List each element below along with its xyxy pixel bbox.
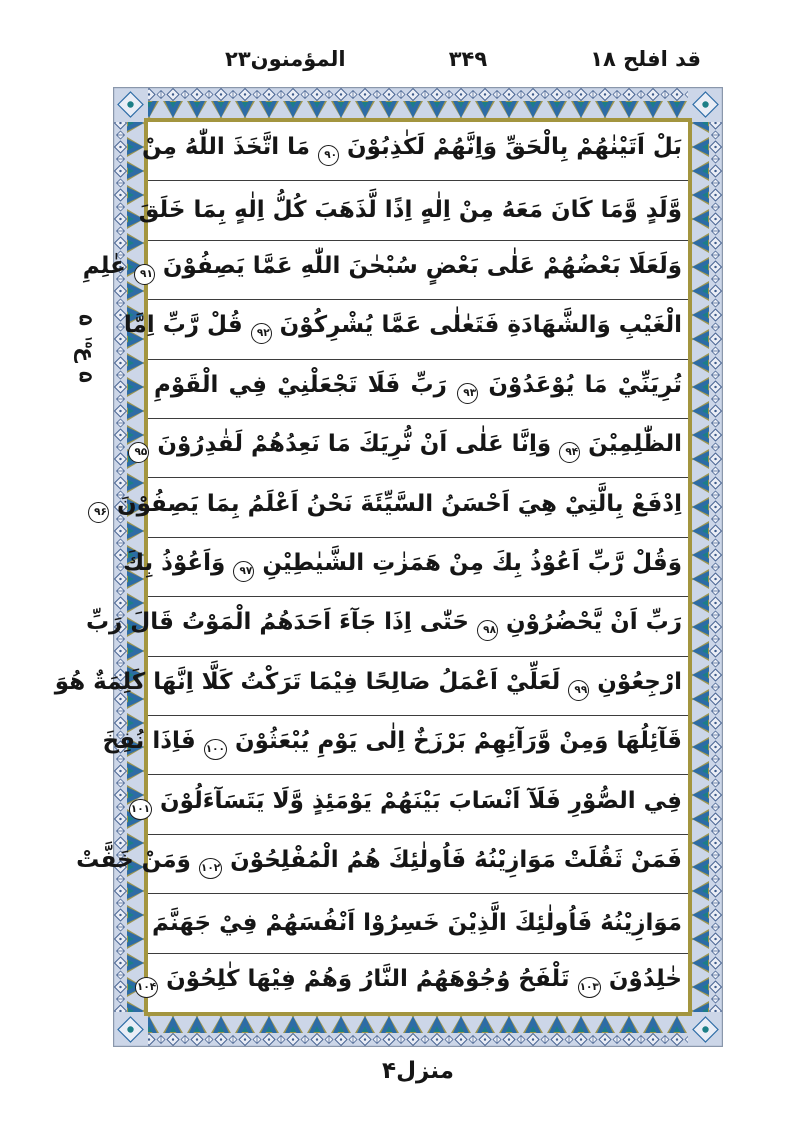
mushaf-line-2 [138,181,688,240]
ayah-number-badge: ۹۹ [568,680,589,701]
line-text [136,965,682,998]
ayah-number-badge: ۱۰۰ [204,739,227,760]
ayah-number-badge: ۱۰۴ [135,977,158,998]
verse-text: قَآئِلُهَا وَمِنْ وَّرَآئِهِمْ بَرْزَخٌ اِلٰى يَوْمِ يُبْعَثُوْنَ [234,728,682,755]
verse-text: حَتّٰى اِذَا جَآءَ اَحَدَهُمُ الْمَوْتُ قَالَ رَبِّ [85,609,469,636]
verse-text: بَلْ اَتَيْنٰهُمْ بِالْحَقِّ وَاِنَّهُمْ لَكٰذِبُوْنَ [347,134,682,161]
line-text [138,197,682,224]
verse-text: وَّلَدٍ وَّمَا كَانَ مَعَهُ مِنْ اِلٰهٍ اِذًا لَّذَهَبَ كُلُّ اِلٰهٍ بِمَا خَلَقَ [138,197,682,224]
line-text [141,134,682,166]
verse-text: قُلْ رَّبِّ اِمَّا [123,312,243,339]
verse-text: الْغَيْبِ وَالشَّهَادَةِ فَتَعٰلٰى عَمَّا يُشْرِكُوْنَ [279,312,682,339]
ruku-marker [54,300,118,396]
corner-rosette-bottom-left [113,1012,148,1047]
mushaf-line-13 [76,835,688,894]
ayah-number-badge: ۹۳ [457,383,478,404]
verse-text: رَبِّ فَلَا تَجْعَلْنِيْ فِي الْقَوْمِ [154,371,447,398]
ruku-top-count: ۵ [75,370,97,383]
ayah-number-badge: ۱۰۳ [578,977,601,998]
verse-text: ارْجِعُوْنِ [597,668,682,695]
verse-text: وَاِنَّا عَلٰى اَنْ نُّرِيَكَ مَا نَعِدُهُمْ لَقٰدِرُوْنَ [157,431,552,458]
ruku-inner-count: ۱۵ [82,335,94,348]
ruku-marker-rotated-text [74,314,99,382]
corner-rosette-bottom-right [688,1012,723,1047]
mushaf-line-15 [136,954,688,1012]
line-text [130,787,682,820]
page-header [113,36,723,82]
border-strip-top [113,87,723,122]
line-text [82,253,682,285]
surah-label: المؤمنون۲۳ [225,47,346,71]
verse-text: تَلْفَحُ وُجُوْهَهُمُ النَّارُ وَهُمْ فِيْهَا كٰلِحُوْنَ [166,965,570,992]
verse-text: فَاِذَا نُفِخَ [102,728,196,755]
ayah-number-badge: ۹۱ [134,264,155,285]
line-text [134,431,682,463]
verse-text: تُرِيَنِّيْ مَا يُوْعَدُوْنَ [488,371,682,398]
mushaf-line-6 [134,419,688,478]
verse-text: مَا اتَّخَذَ اللّٰهُ مِنْ [141,134,311,161]
corner-rosette-top-right [688,87,723,122]
verse-text: فِي الصُّوْرِ فَلَآ اَنْسَابَ بَيْنَهُمْ يَوْمَئِذٍ وَّلَا يَتَسَآءَلُوْنَ [160,787,682,814]
line-text [123,550,682,582]
ayah-number-badge: ۱۰۲ [199,858,222,879]
verse-text: فَمَنْ ثَقُلَتْ مَوَازِيْنُهُ فَاُولٰئِكَ هُمُ الْمُفْلِحُوْنَ [230,847,682,874]
verse-text: وَمَنْ خَفَّتْ [76,847,191,874]
ayah-number-badge: ۹۷ [233,561,254,582]
mushaf-line-10 [54,657,688,716]
manzil-label: منزل۴ [382,1058,454,1084]
border-strip-right [688,87,723,1047]
ayah-number-badge: ۹۴ [559,442,580,463]
line-text [94,490,682,523]
line-text [76,847,682,879]
line-text [85,609,682,641]
juz-label: قد افلح ۱۸ [590,47,701,71]
border-strip-bottom [113,1012,723,1047]
ayah-number-badge: ۹۰ [318,145,339,166]
line-text [54,668,682,701]
page-footer [113,1058,723,1084]
verse-text: وَاَعُوْذُ بِكَ [123,550,226,577]
ayah-number-badge: ۹۵ [128,442,149,463]
line-text [123,312,682,344]
mushaf-line-8 [123,538,688,597]
mushaf-line-1 [141,122,688,181]
verse-text: خٰلِدُوْنَ [608,965,682,992]
verse-text: رَبِّ اَنْ يَّحْضُرُوْنِ [506,609,682,636]
verse-text: الظّٰلِمِيْنَ [588,431,682,458]
corner-rosette-top-left [113,87,148,122]
mushaf-line-9 [85,597,688,656]
mushaf-line-5 [148,360,688,419]
mushaf-line-11 [102,716,688,775]
verse-text: وَقُلْ رَّبِّ اَعُوْذُ بِكَ مِنْ هَمَزٰتِ الشَّيٰطِيْنِ [262,550,682,577]
line-text [154,371,682,404]
line-text [151,909,682,936]
verse-text: لَعَلِّيْ اَعْمَلُ صَالِحًا فِيْمَا تَرَكْتُ كَلَّا اِنَّهَا كَلِمَةٌ هُوَ [54,668,561,695]
verse-text: اِدْفَعْ بِالَّتِيْ هِيَ اَحْسَنُ السَّيِّئَةَ نَحْنُ اَعْلَمُ بِمَا يَصِفُوْنَ [116,490,682,517]
verse-text: مَوَازِيْنُهُ فَاُولٰئِكَ الَّذِيْنَ خَسِرُوْا اَنْفُسَهُمْ فِيْ جَهَنَّمَ [151,909,682,936]
ayah-number-badge: ۹۸ [477,620,498,641]
verse-text: عٰلِمِ [82,253,126,280]
mushaf-line-4 [123,300,688,359]
mushaf-line-14 [148,894,688,953]
mushaf-line-12 [130,775,688,834]
ayah-number-badge: ۹۶ [88,502,109,523]
ayah-number-badge: ۱۰۱ [129,799,152,820]
mushaf-line-7 [94,478,688,537]
verse-text: وَلَعَلَا بَعْضُهُمْ عَلٰى بَعْضٍ سُبْحٰنَ اللّٰهِ عَمَّا يَصِفُوْنَ [162,253,682,280]
line-text [102,728,682,760]
ruku-bottom-count: ۵ [75,313,97,326]
page-number: ۳۴۹ [448,47,488,71]
mushaf-line-3 [82,241,688,300]
ayah-number-badge: ۹۲ [251,323,272,344]
ruku-ain-sign: ع$^{۱۵}$ [73,335,99,362]
